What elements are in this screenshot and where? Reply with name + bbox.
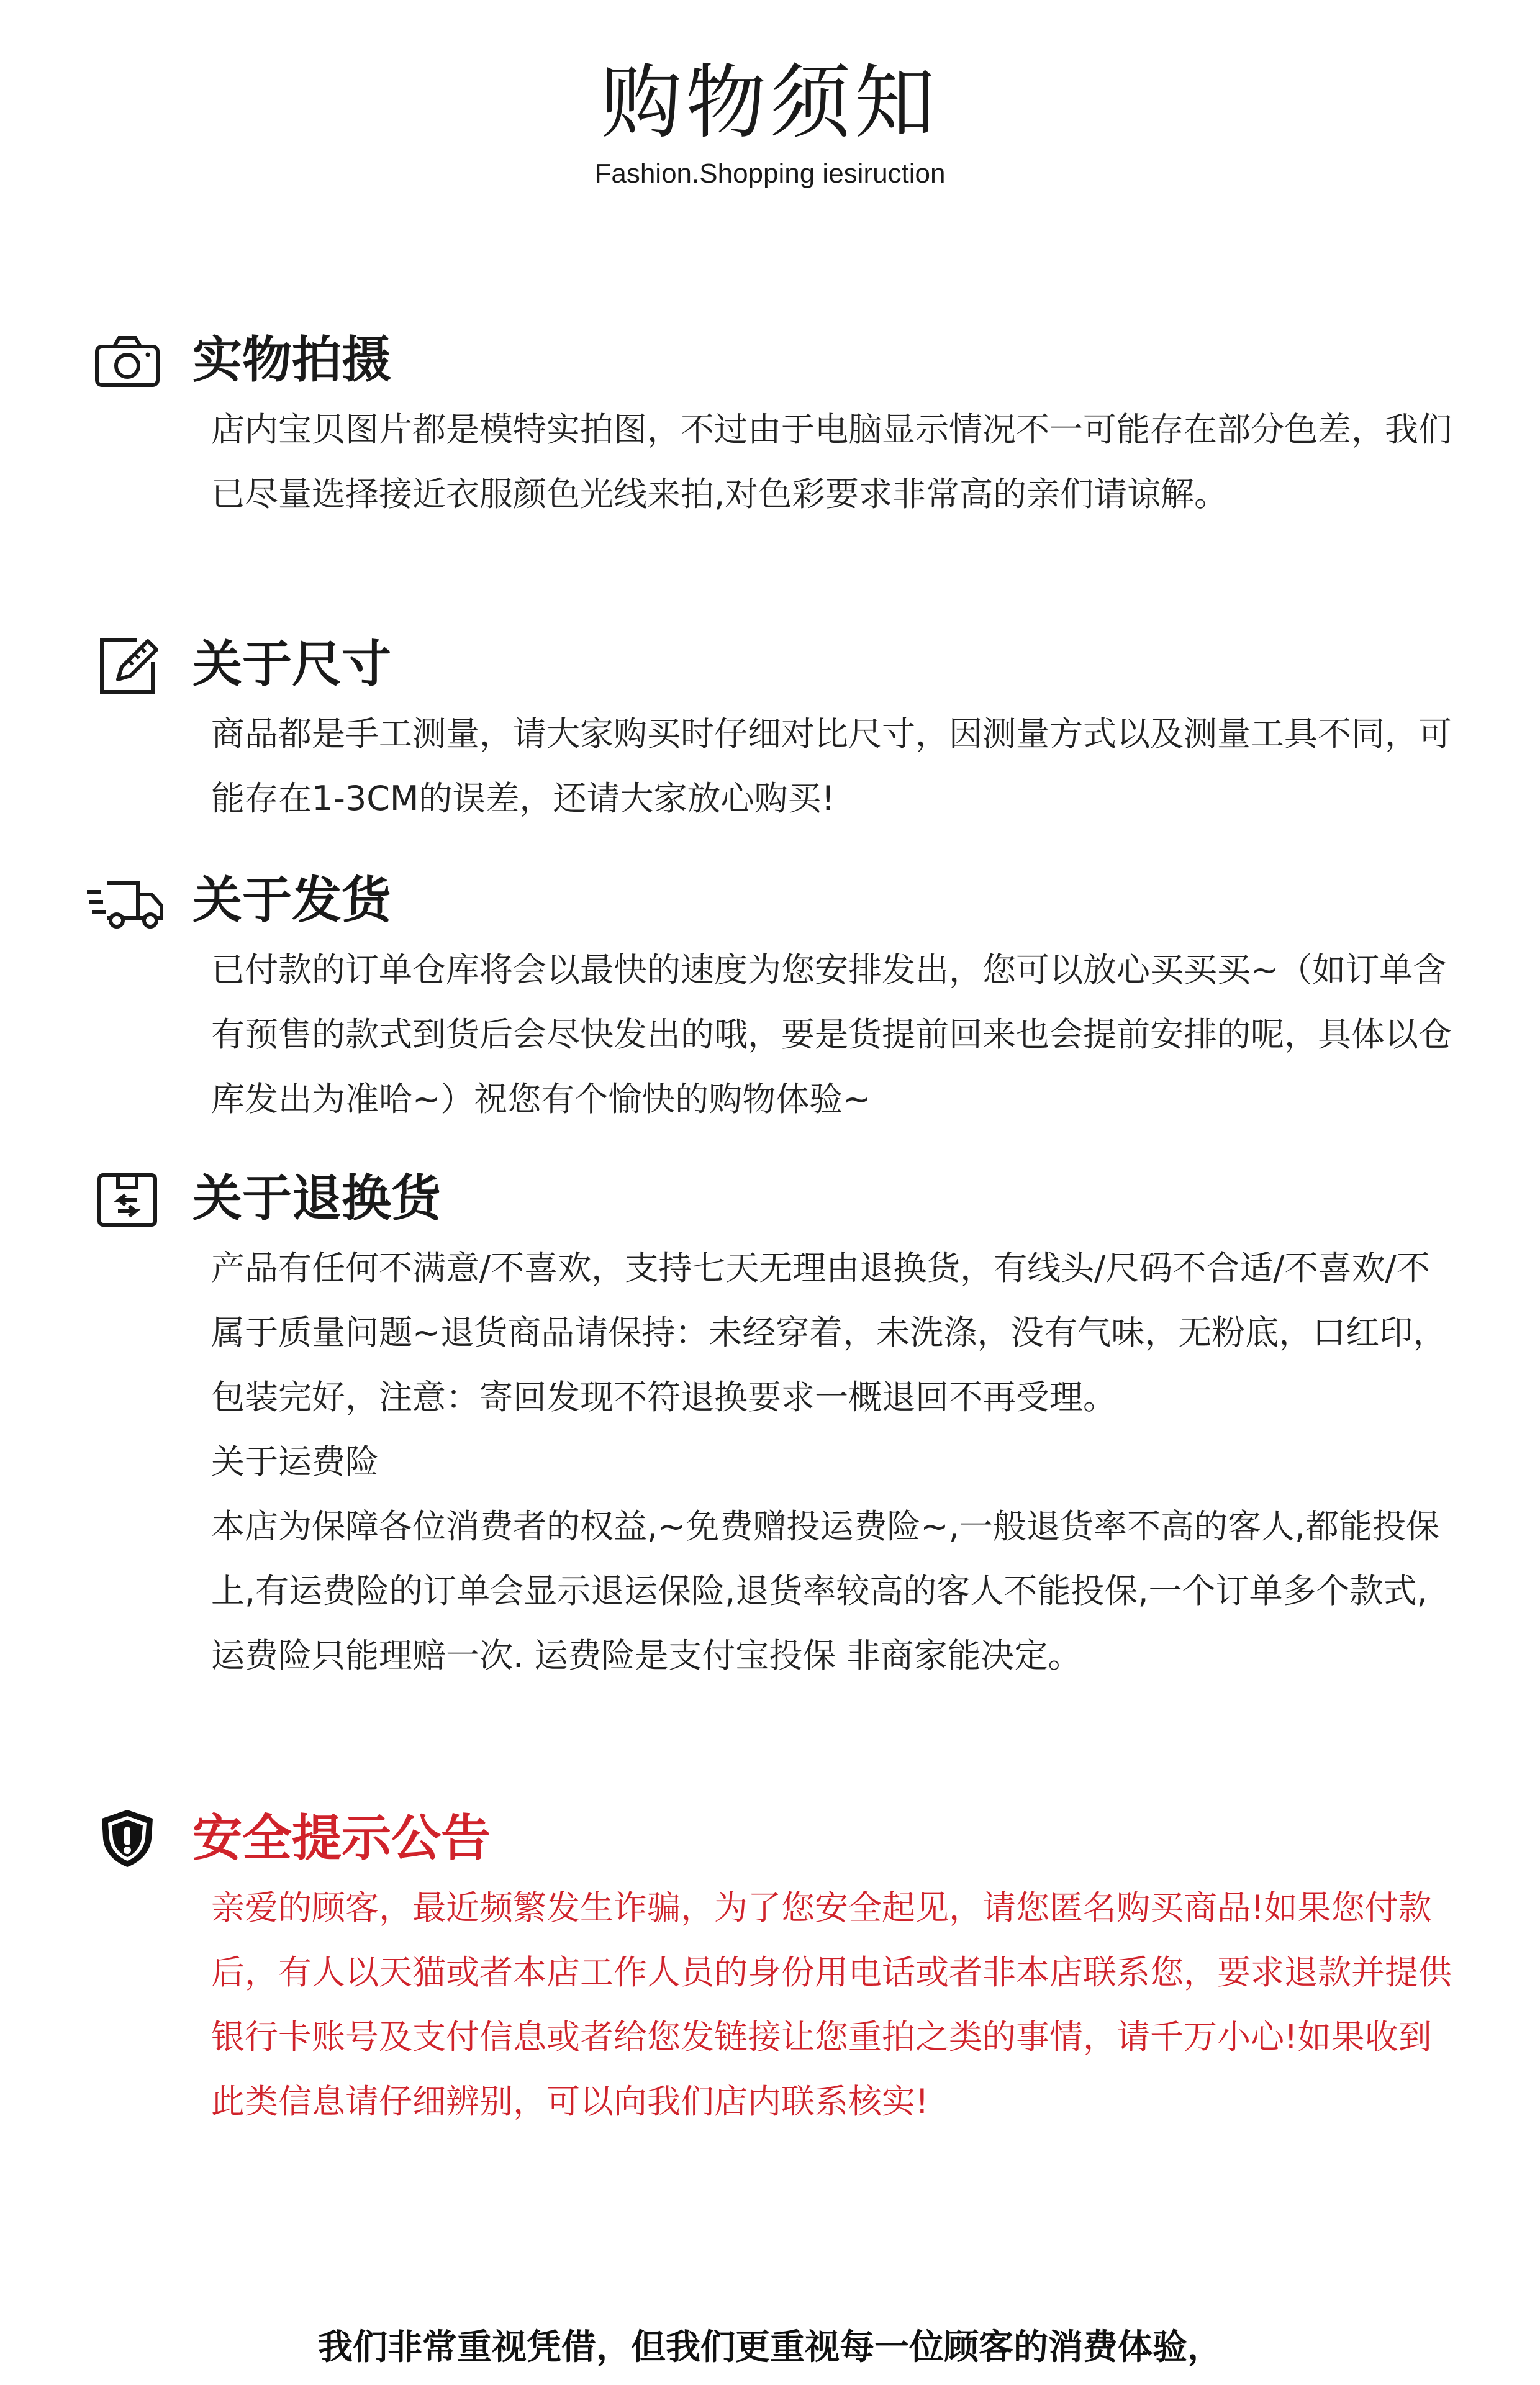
insurance-heading: 关于运费险	[211, 1442, 379, 1481]
page-header	[0, 56, 1540, 191]
page-subtitle: Fashion.Shopping iesiruction	[594, 158, 946, 189]
section-title: 关于尺寸	[192, 635, 391, 693]
section-text: 产品有任何不满意/不喜欢，支持七天无理由退换货，有线头/尺码不合适/不喜欢/不属于质量问题~退货商品请保持：未经穿着，未洗涤，没有气味，无粉底，口红印，包装完好，注意：寄回发现不符退换要求一概退回不再受理。	[211, 1248, 1447, 1417]
section-title: 安全提示公告	[192, 1809, 491, 1867]
section-security	[93, 1801, 1459, 2134]
shield-alert-icon	[93, 1807, 161, 1869]
footer-text: 我们非常重视凭借，但我们更重视每一位顾客的消费体验，	[318, 2327, 1222, 2368]
section-text: 店内宝贝图片都是模特实拍图，不过由于电脑显示情况不一可能存在部分色差，我们已尽量选择接近衣服颜色光线来拍,对色彩要求非常高的亲们请谅解。	[211, 410, 1452, 514]
ruler-edit-icon	[93, 634, 161, 696]
section-title: 关于退换货	[192, 1170, 441, 1227]
section-title: 关于发货	[192, 871, 391, 929]
section-text: 已付款的订单仓库将会以最快的速度为您安排发出，您可以放心买买买~（如订单含有预售的款式到货后会尽快发出的哦，要是货提前回来也会提前安排的呢，具体以仓库发出为准哈~）祝您有个愉快的购物体验~	[211, 950, 1452, 1119]
camera-icon	[93, 329, 161, 391]
page-title: 购物须知	[600, 55, 939, 150]
section-returns	[93, 1161, 1459, 1688]
section-title: 实物拍摄	[192, 331, 391, 389]
insurance-text: 本店为保障各位消费者的权益,~免费赠投运费险~,一般退货率不高的客人,都能投保上,有运费险的订单会显示退运保险,退货率较高的客人不能投保,一个订单多个款式,运费险只能理赔一次. 运费险是支付宝投保 非商家能决定。	[211, 1507, 1439, 1675]
delivery-truck-icon	[86, 870, 166, 932]
section-text: 商品都是手工测量，请大家购买时仔细对比尺寸，因测量方式以及测量工具不同，可能存在1-3CM的误差，还请大家放心购买!	[211, 714, 1452, 818]
section-photo	[93, 323, 1459, 527]
section-text: 亲爱的顾客，最近频繁发生诈骗，为了您安全起见，请您匿名购买商品!如果您付款后，有人以天猫或者本店工作人员的身份用电话或者非本店联系您，要求退款并提供银行卡账号及支付信息或者给您发链接让您重拍之类的事情，请千万小心!如果收到此类信息请仔细辨别，可以向我们店内联系核实!	[211, 1888, 1452, 2121]
section-size	[93, 627, 1459, 831]
return-box-icon	[93, 1168, 161, 1230]
section-shipping	[93, 863, 1459, 1132]
